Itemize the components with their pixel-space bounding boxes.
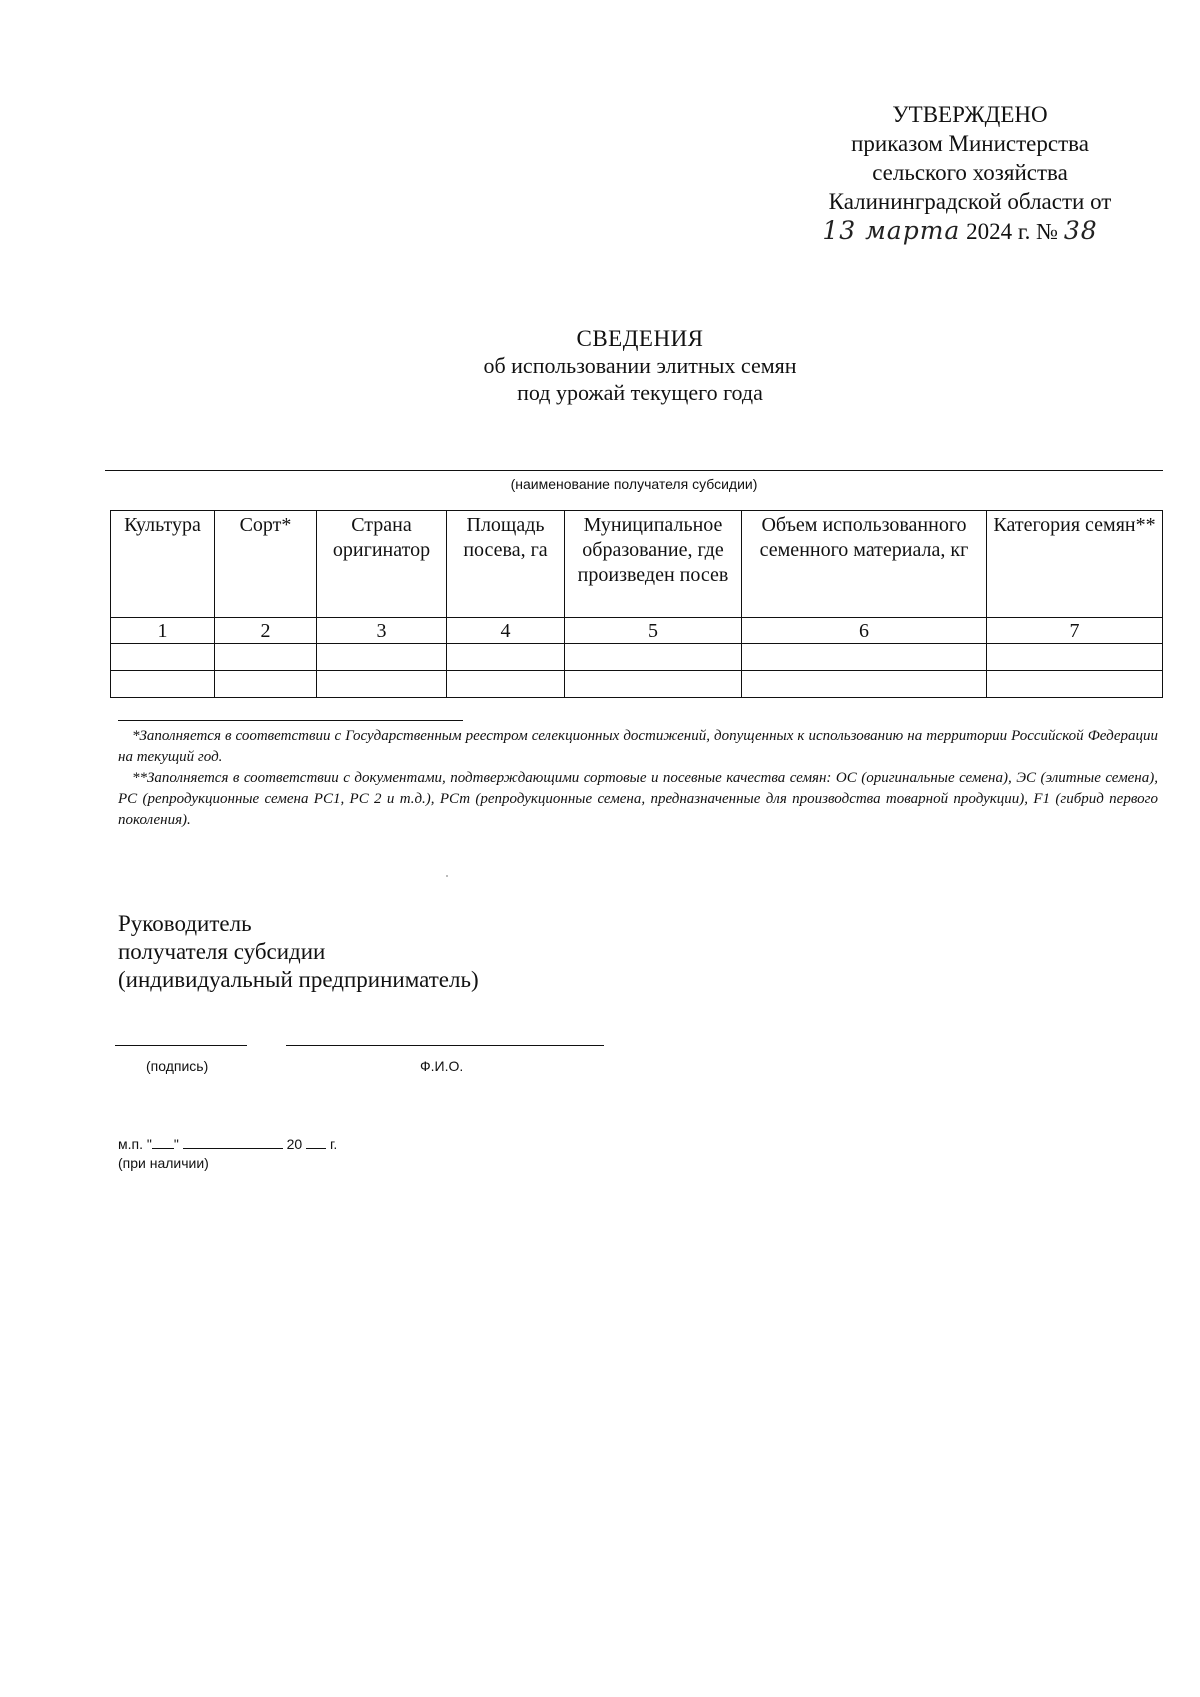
- table-cell: [447, 671, 565, 698]
- header-municipality: Муниципальное образование, где произведен посев: [565, 511, 742, 618]
- title-subline-2: под урожай текущего года: [517, 380, 763, 405]
- signer-subtitle: получателя субсидии: [118, 939, 326, 964]
- column-number: 6: [742, 618, 987, 644]
- table-number-row: [111, 618, 1163, 644]
- day-blank: [152, 1136, 174, 1149]
- seeds-table: [110, 510, 1163, 698]
- table-cell: [317, 671, 447, 698]
- table-row: [111, 644, 1163, 671]
- year-suffix: г.: [329, 1136, 338, 1152]
- table-cell: [447, 644, 565, 671]
- approval-date-line: [770, 216, 1150, 246]
- signature-line: [115, 1045, 247, 1046]
- signer-block: [118, 910, 479, 994]
- table-cell: [987, 644, 1163, 671]
- year-blank: [306, 1136, 326, 1149]
- column-number: 7: [987, 618, 1163, 644]
- handwritten-date: 13 марта: [822, 216, 961, 245]
- signer-title: Руководитель: [118, 911, 252, 936]
- document-title: [300, 325, 980, 406]
- footnote-variety: *Заполняется в соответствии с Государственным реестром селекционных достижений, допущенных к использованию на территории Российской Федерации на текущий год.: [118, 728, 1158, 765]
- table-cell: [987, 671, 1163, 698]
- column-number: 5: [565, 618, 742, 644]
- handwritten-number: 38: [1063, 216, 1098, 245]
- recipient-caption: (наименование получателя субсидии): [510, 476, 758, 492]
- header-crop: Культура: [111, 511, 215, 618]
- header-origin-country: Страна оригинатор: [317, 511, 447, 618]
- column-number: 3: [317, 618, 447, 644]
- signature-caption: (подпись): [146, 1058, 209, 1074]
- table-cell: [565, 671, 742, 698]
- approval-region-line: Калининградской области от: [828, 189, 1112, 214]
- table-cell: [111, 644, 215, 671]
- column-number: 1: [111, 618, 215, 644]
- header-sown-area: Площадь посева, га: [447, 511, 565, 618]
- signer-note: (индивидуальный предприниматель): [118, 967, 479, 992]
- title-subline-1: об использовании элитных семян: [483, 353, 797, 378]
- table-cell: [111, 671, 215, 698]
- recipient-name-line: [105, 470, 1163, 471]
- approval-block: [780, 100, 1160, 246]
- column-number: 2: [215, 618, 317, 644]
- table-header-row: [111, 511, 1163, 618]
- approval-heading: УТВЕРЖДЕНО: [892, 102, 1048, 127]
- header-seed-category: Категория семян**: [987, 511, 1163, 618]
- approval-year-text: 2024 г. №: [966, 219, 1059, 244]
- fio-line: [286, 1045, 604, 1046]
- table-cell: [565, 644, 742, 671]
- footnote-divider: [118, 720, 463, 721]
- approval-order-line: приказом Министерства: [851, 131, 1089, 156]
- table-row: [111, 671, 1163, 698]
- quote-close: ": [173, 1136, 179, 1152]
- footnotes: [118, 726, 1158, 831]
- column-number: 4: [447, 618, 565, 644]
- table-cell: [317, 644, 447, 671]
- header-variety: Сорт*: [215, 511, 317, 618]
- seal-date-row: [118, 1136, 337, 1152]
- fio-caption: Ф.И.О.: [420, 1058, 464, 1074]
- table-cell: [215, 644, 317, 671]
- title-heading: СВЕДЕНИЯ: [576, 326, 704, 351]
- header-seed-volume: Объем использованного семенного материала, кг: [742, 511, 987, 618]
- month-blank: [183, 1136, 283, 1149]
- year-prefix: 20: [286, 1136, 303, 1152]
- seal-label: м.п. ": [118, 1136, 152, 1152]
- approval-ministry-line: сельского хозяйства: [872, 160, 1068, 185]
- table-cell: [215, 671, 317, 698]
- footnote-category: **Заполняется в соответствии с документами, подтверждающими сортовые и посевные качества семян: ОС (оригинальные семена), ЭС (элитные семена), РС (репродукционные семена РС1, РС 2 и т.д.), РСт (репродукционные семена, предназначенные для производства товарной продукции), F1 (гибрид первого поколения).: [118, 770, 1158, 828]
- table-cell: [742, 644, 987, 671]
- scan-speck: [446, 875, 448, 877]
- table-cell: [742, 671, 987, 698]
- seal-note: (при наличии): [118, 1155, 209, 1171]
